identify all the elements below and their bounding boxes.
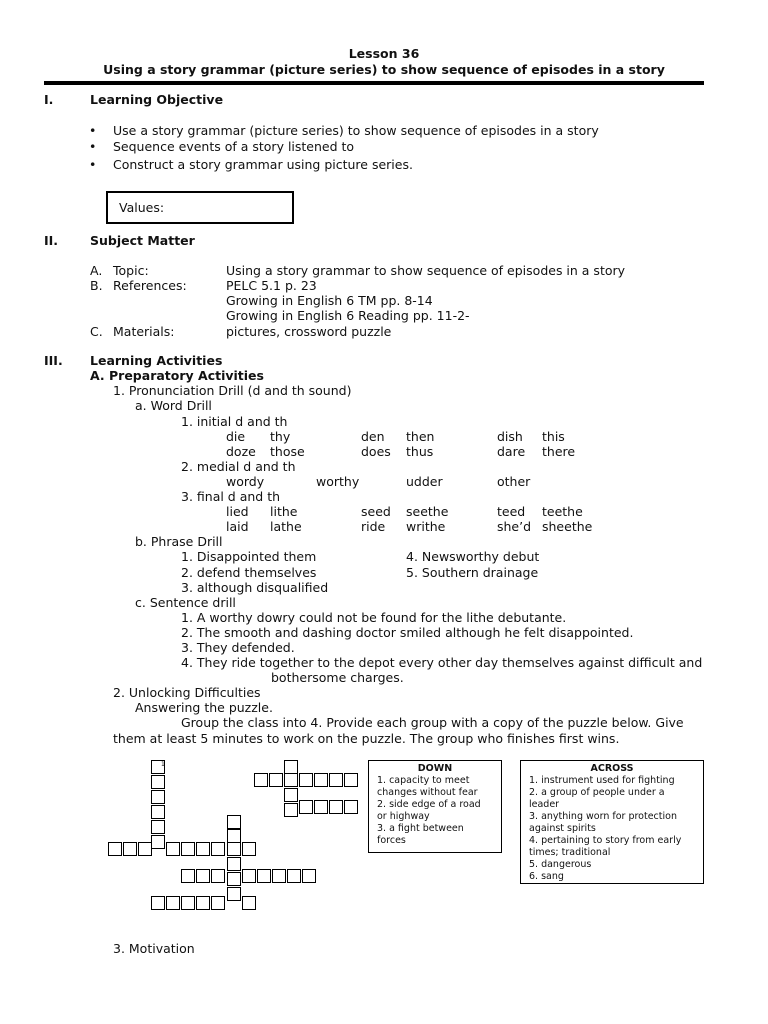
section2-number: II. xyxy=(44,233,59,248)
crossword-cell[interactable] xyxy=(151,775,165,789)
crossword-cell[interactable] xyxy=(166,842,180,856)
values-box xyxy=(106,191,294,224)
across-clue: 3. anything worn for protection against spirits xyxy=(529,811,677,834)
instructions-line1: Group the class into 4. Provide each group with a copy of the puzzle below. Give xyxy=(181,715,684,730)
crossword-cell[interactable] xyxy=(329,773,343,787)
unlocking-difficulties: 2. Unlocking Difficulties xyxy=(113,685,261,700)
crossword-cell[interactable] xyxy=(196,869,210,883)
word: lithe xyxy=(270,504,298,519)
crossword-cell[interactable] xyxy=(211,869,225,883)
crossword-cell[interactable] xyxy=(329,800,343,814)
initial-heading: 1. initial d and th xyxy=(181,414,288,429)
word: doze xyxy=(226,444,256,459)
crossword-cell[interactable] xyxy=(314,800,328,814)
crossword-cell[interactable] xyxy=(344,800,358,814)
subject-value: Growing in English 6 TM pp. 8-14 xyxy=(226,293,433,308)
answering-puzzle: Answering the puzzle. xyxy=(135,700,273,715)
crossword-cell[interactable] xyxy=(227,842,241,856)
crossword-cell[interactable] xyxy=(242,896,256,910)
section1-title: Learning Objective xyxy=(90,92,224,107)
crossword-cell[interactable] xyxy=(254,773,268,787)
section3-title: Learning Activities xyxy=(90,353,223,368)
word: udder xyxy=(406,474,443,489)
section2-title: Subject Matter xyxy=(90,233,195,248)
objective-bullet: • Sequence events of a story listened to xyxy=(113,139,354,154)
crossword-cell[interactable] xyxy=(227,887,241,901)
crossword-cell[interactable] xyxy=(242,869,256,883)
clue-number: 1 xyxy=(161,761,165,768)
crossword-cell[interactable] xyxy=(227,857,241,871)
word: then xyxy=(406,429,435,444)
phrase: 5. Southern drainage xyxy=(406,565,539,580)
crossword-cell[interactable] xyxy=(138,842,152,856)
phrase: 3. although disqualified xyxy=(181,580,329,595)
across-clues-box xyxy=(520,760,704,884)
across-clue: 2. a group of people under a leader xyxy=(529,787,665,810)
subject-letter: A. xyxy=(90,263,103,278)
word: this xyxy=(542,429,565,444)
section3-number: III. xyxy=(44,353,63,368)
lesson-number: Lesson 36 xyxy=(348,46,420,61)
subject-value: Using a story grammar to show sequence of episodes in a story xyxy=(226,263,626,278)
word: there xyxy=(542,444,576,459)
subject-letter: C. xyxy=(90,324,103,339)
word: die xyxy=(226,429,246,444)
crossword-cell[interactable] xyxy=(284,773,298,787)
subject-label: References: xyxy=(113,278,187,293)
crossword-cell[interactable] xyxy=(166,896,180,910)
crossword-cell[interactable] xyxy=(284,788,298,802)
objective-bullet: • Construct a story grammar using picture series. xyxy=(113,157,413,172)
word: sheethe xyxy=(542,519,593,534)
title-rule xyxy=(44,81,704,85)
crossword-cell[interactable] xyxy=(299,773,313,787)
crossword-cell[interactable] xyxy=(284,760,298,774)
crossword-cell[interactable] xyxy=(272,869,286,883)
word: thy xyxy=(270,429,291,444)
across-clue: 4. pertaining to story from early times; traditional xyxy=(529,835,682,858)
crossword-cell[interactable] xyxy=(344,773,358,787)
sentence-continuation: bothersome charges. xyxy=(271,670,404,685)
sentence: 1. A worthy dowry could not be found for the lithe debutante. xyxy=(181,610,567,625)
pronunciation-drill: 1. Pronunciation Drill (d and th sound) xyxy=(113,383,352,398)
down-clue: 1. capacity to meet changes without fear xyxy=(377,775,478,798)
crossword-cell[interactable] xyxy=(211,842,225,856)
word: wordy xyxy=(226,474,265,489)
down-clue: 2. side edge of a road or highway xyxy=(377,799,481,822)
crossword-cell[interactable] xyxy=(181,842,195,856)
word: seethe xyxy=(406,504,449,519)
word: dare xyxy=(497,444,526,459)
word: laid xyxy=(226,519,249,534)
objective-bullet: • Use a story grammar (picture series) to show sequence of episodes in a story xyxy=(113,123,599,138)
instructions-line2: them at least 5 minutes to work on the puzzle. The group who finishes first wins. xyxy=(113,731,620,746)
crossword-cell[interactable] xyxy=(196,896,210,910)
word: other xyxy=(497,474,531,489)
word: writhe xyxy=(406,519,446,534)
phrase: 1. Disappointed them xyxy=(181,549,317,564)
down-title: DOWN xyxy=(417,763,453,774)
crossword-cell[interactable] xyxy=(287,869,301,883)
crossword-cell[interactable] xyxy=(242,842,256,856)
word: she’d xyxy=(497,519,532,534)
sentence: 2. The smooth and dashing doctor smiled although he felt disappointed. xyxy=(181,625,634,640)
word: lathe xyxy=(270,519,302,534)
across-clue: 1. instrument used for fighting xyxy=(529,775,675,786)
crossword-cell[interactable] xyxy=(257,869,271,883)
word: dish xyxy=(497,429,523,444)
crossword-cell[interactable] xyxy=(151,820,165,834)
crossword-cell[interactable] xyxy=(196,842,210,856)
word: teethe xyxy=(542,504,583,519)
subject-label: Topic: xyxy=(113,263,149,278)
phrase-drill: b. Phrase Drill xyxy=(135,534,223,549)
down-clue: 3. a fight between forces xyxy=(377,823,464,846)
across-clue: 6. sang xyxy=(529,871,564,882)
crossword-cell[interactable] xyxy=(227,829,241,843)
subject-value: pictures, crossword puzzle xyxy=(226,324,392,339)
crossword-cell[interactable] xyxy=(211,896,225,910)
crossword-cell[interactable] xyxy=(108,842,122,856)
word-drill: a. Word Drill xyxy=(135,398,212,413)
phrase: 4. Newsworthy debut xyxy=(406,549,540,564)
crossword-cell[interactable] xyxy=(123,842,137,856)
crossword-cell[interactable] xyxy=(151,790,165,804)
down-clues-box xyxy=(368,760,502,853)
crossword-cell[interactable] xyxy=(181,869,195,883)
crossword-cell[interactable] xyxy=(227,872,241,886)
word: worthy xyxy=(316,474,360,489)
lesson-title: Using a story grammar (picture series) to show sequence of episodes in a story xyxy=(103,62,665,77)
crossword-cell[interactable] xyxy=(227,815,241,829)
sentence-drill: c. Sentence drill xyxy=(135,595,236,610)
crossword-cell[interactable] xyxy=(181,896,195,910)
across-clue: 5. dangerous xyxy=(529,859,592,870)
subject-value: Growing in English 6 Reading pp. 11-2- xyxy=(226,308,470,323)
crossword-cell[interactable] xyxy=(151,896,165,910)
word: seed xyxy=(361,504,391,519)
crossword-cell[interactable] xyxy=(302,869,316,883)
final-heading: 3. final d and th xyxy=(181,489,281,504)
preparatory-heading: A. Preparatory Activities xyxy=(90,368,264,383)
word: thus xyxy=(406,444,434,459)
subject-letter: B. xyxy=(90,278,103,293)
word: ride xyxy=(361,519,386,534)
crossword-cell[interactable] xyxy=(314,773,328,787)
word: lied xyxy=(226,504,249,519)
word: does xyxy=(361,444,391,459)
section1-number: I. xyxy=(44,92,54,107)
subject-label: Materials: xyxy=(113,324,175,339)
across-title: ACROSS xyxy=(590,763,634,774)
word: den xyxy=(361,429,385,444)
word: teed xyxy=(497,504,526,519)
crossword-cell[interactable] xyxy=(284,803,298,817)
word: those xyxy=(270,444,305,459)
crossword-cell[interactable] xyxy=(299,800,313,814)
values-label: Values: xyxy=(119,200,165,215)
crossword-cell[interactable] xyxy=(151,805,165,819)
crossword-cell[interactable] xyxy=(151,835,165,849)
medial-heading: 2. medial d and th xyxy=(181,459,296,474)
phrase: 2. defend themselves xyxy=(181,565,317,580)
sentence: 3. They defended. xyxy=(181,640,295,655)
crossword-cell[interactable] xyxy=(269,773,283,787)
motivation: 3. Motivation xyxy=(113,941,195,956)
sentence: 4. They ride together to the depot every other day themselves against difficult and xyxy=(181,655,703,670)
subject-value: PELC 5.1 p. 23 xyxy=(226,278,317,293)
